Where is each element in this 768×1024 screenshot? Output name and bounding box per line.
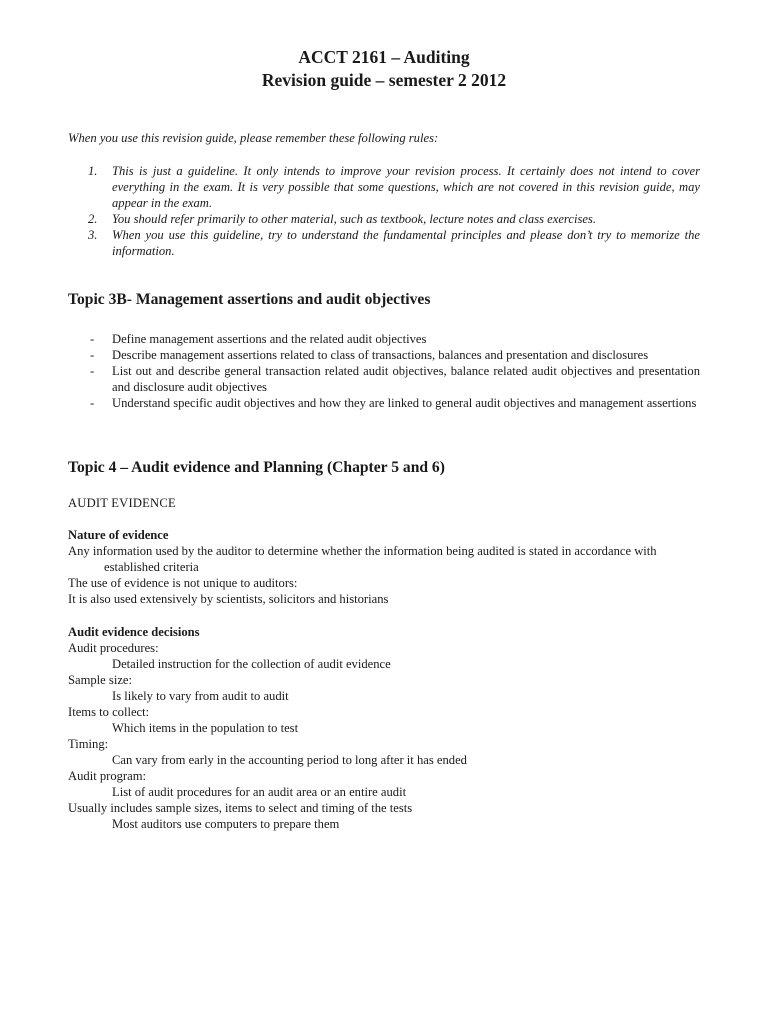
decision-label: Sample size: xyxy=(68,673,133,687)
intro-text: When you use this revision guide, please remember these following rules: xyxy=(68,131,439,145)
decision-detail: Most auditors use computers to prepare them xyxy=(112,817,340,831)
decision-detail: Is likely to vary from audit to audit xyxy=(112,689,289,703)
rule-text: This is just a guideline. It only intends to improve your revision process. It certainly does not intend to cover everything in the exam. It is very possible that some questions, which are not covered in this revision guide, may appear in the exam. xyxy=(112,164,700,210)
list-item: - Define management assertions and the related audit objectives xyxy=(68,331,700,347)
list-item: - Understand specific audit objectives and how they are linked to general audit objectives and management assertions xyxy=(68,395,700,411)
audit-evidence-section-title: AUDIT EVIDENCE xyxy=(68,496,176,510)
rule-item xyxy=(68,163,700,211)
rules-list xyxy=(68,163,700,259)
document-title xyxy=(0,46,768,92)
decision-label: Timing: xyxy=(68,737,109,751)
rule-number: 2. xyxy=(88,212,98,226)
nature-definition: Any information used by the auditor to determine whether the information being audited is stated in accordance with established criteria xyxy=(68,544,657,574)
list-item: - Describe management assertions related to class of transactions, balances and presentation and disclosures xyxy=(68,347,700,363)
decision-detail: Which items in the population to test xyxy=(112,721,299,735)
decision-label: Items to collect: xyxy=(68,705,150,719)
topic-3b-list xyxy=(68,331,700,411)
decision-line: Usually includes sample sizes, items to select and timing of the tests xyxy=(68,801,413,815)
title-line-guide: Revision guide – semester 2 2012 xyxy=(261,70,507,90)
decision-label: Audit program: xyxy=(68,769,146,783)
audit-evidence-decisions-section xyxy=(68,624,700,832)
list-item: - List out and describe general transaction related audit objectives, balance related audit objectives and presentation and disclosure audit objectives xyxy=(68,363,700,395)
nature-line: It is also used extensively by scientists, solicitors and historians xyxy=(68,592,389,606)
nature-line: The use of evidence is not unique to auditors: xyxy=(68,576,298,590)
rule-text: You should refer primarily to other material, such as textbook, lecture notes and class exercises. xyxy=(112,212,596,226)
rule-item xyxy=(68,211,700,227)
topic-3b-heading: Topic 3B- Management assertions and audit objectives xyxy=(68,291,431,308)
rule-text: When you use this guideline, try to understand the fundamental principles and please don’t try to memorize the information. xyxy=(112,228,700,258)
nature-of-evidence-section xyxy=(68,527,700,607)
decision-detail: List of audit procedures for an audit area or an entire audit xyxy=(112,785,407,799)
rule-item xyxy=(68,227,700,259)
rule-number: 1. xyxy=(88,164,98,178)
rule-number: 3. xyxy=(88,228,98,242)
title-line-course: ACCT 2161 – Auditing xyxy=(298,47,470,67)
decision-detail: Can vary from early in the accounting period to long after it has ended xyxy=(112,753,467,767)
decisions-title: Audit evidence decisions xyxy=(68,625,200,639)
decision-label: Audit procedures: xyxy=(68,641,159,655)
decision-detail: Detailed instruction for the collection of audit evidence xyxy=(112,657,391,671)
topic-4-heading: Topic 4 – Audit evidence and Planning (Chapter 5 and 6) xyxy=(68,459,445,476)
nature-of-evidence-title: Nature of evidence xyxy=(68,528,169,542)
